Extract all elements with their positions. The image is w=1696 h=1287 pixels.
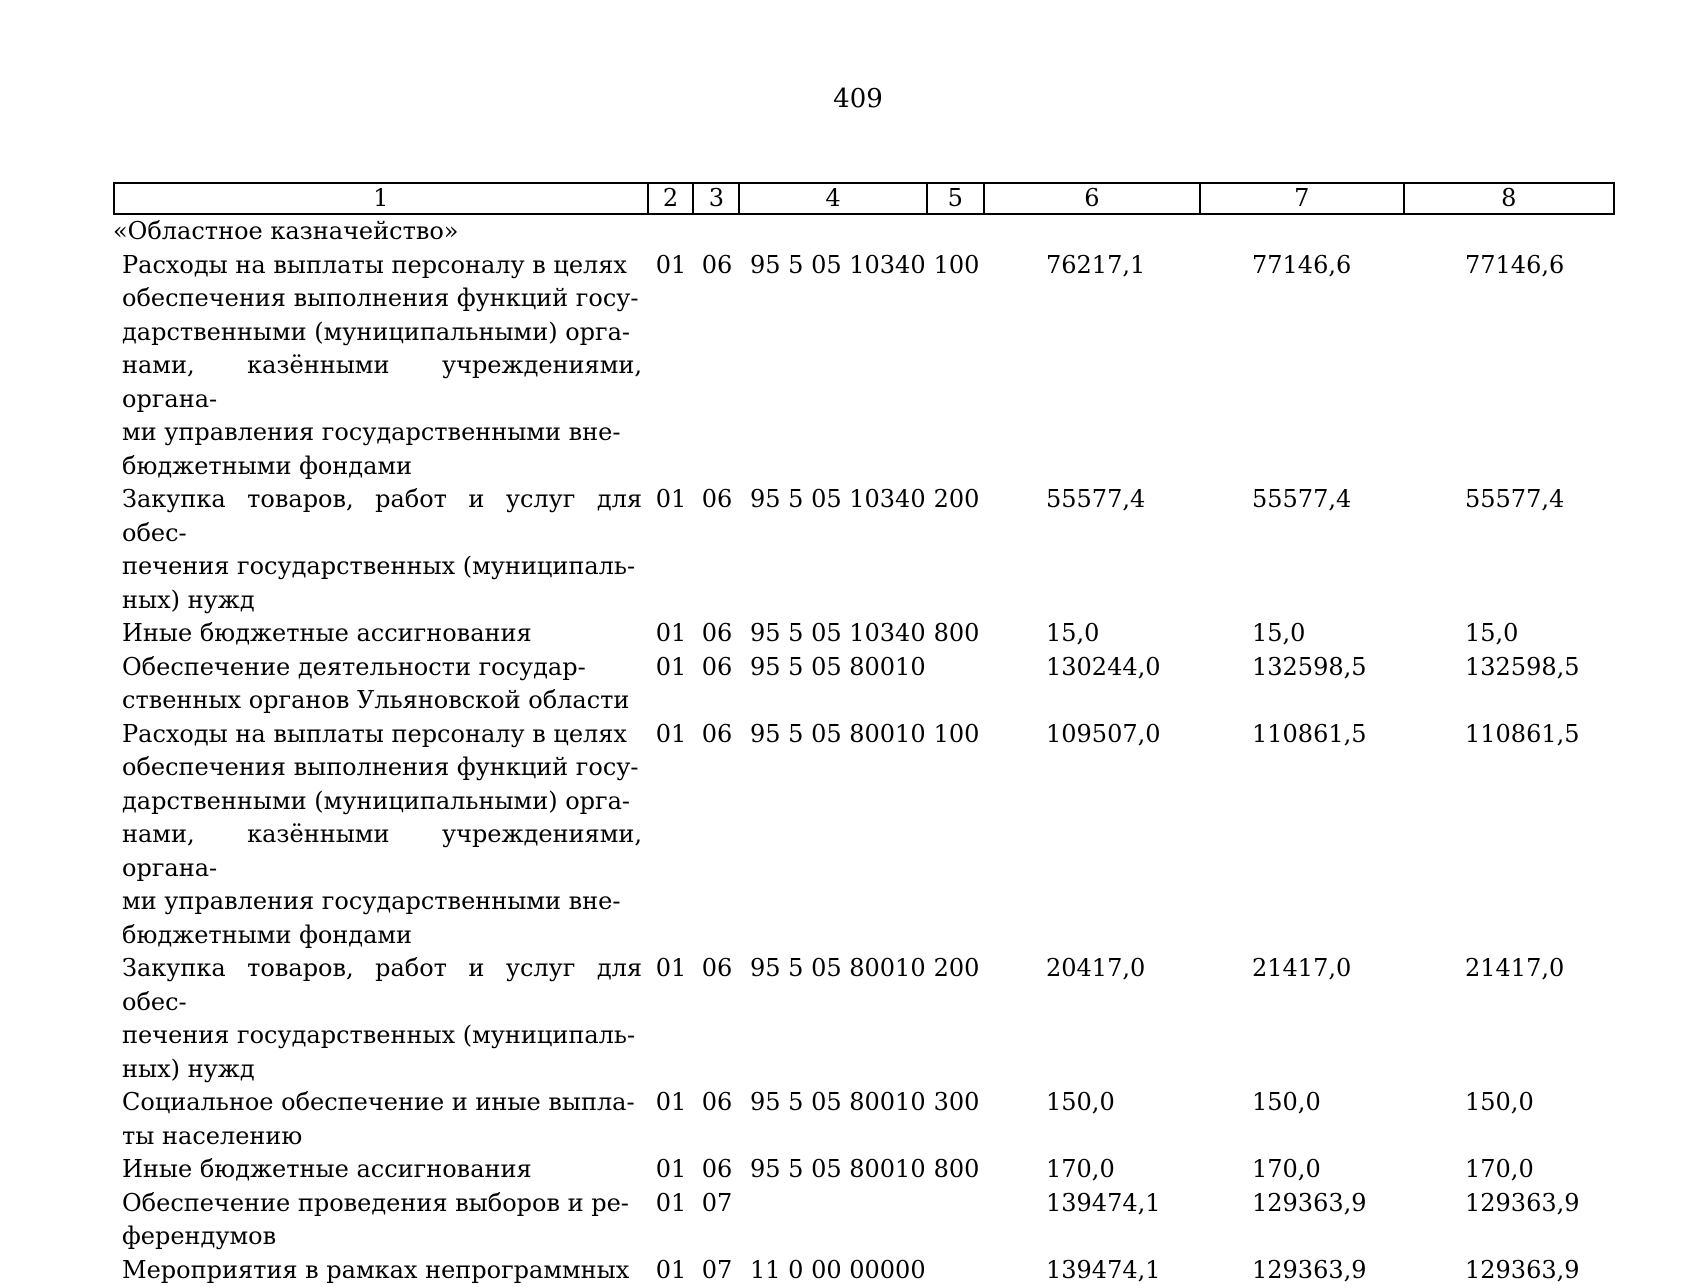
amount-col-8: 150,0 — [1406, 1086, 1615, 1153]
amount-col-7 — [1202, 215, 1406, 249]
expense-type-code: 800 — [928, 1153, 985, 1187]
description-line: Иные бюджетные ассигнования — [122, 617, 642, 651]
description-line: печения государственных (муниципаль- — [122, 550, 642, 584]
amount-col-6: 170,0 — [985, 1153, 1202, 1187]
table-row — [113, 952, 1615, 1086]
amount-col-8: 15,0 — [1406, 617, 1615, 651]
amount-col-6: 139474,1 — [985, 1254, 1202, 1287]
subsection-code: 06 — [694, 718, 740, 953]
section-code: 01 — [648, 718, 694, 953]
description-line: Обеспечение проведения выборов и ре- — [122, 1187, 642, 1221]
expense-type-code — [928, 1187, 985, 1254]
header-col-6: 6 — [985, 184, 1201, 213]
section-code: 01 — [648, 1187, 694, 1254]
description-line: Закупка товаров, работ и услуг для обес- — [122, 483, 642, 550]
amount-col-6: 76217,1 — [985, 249, 1202, 484]
amount-col-7: 110861,5 — [1202, 718, 1406, 953]
subsection-code — [694, 215, 740, 249]
table-row — [113, 617, 1615, 651]
description-line: ми управления государственными вне- — [122, 885, 642, 919]
row-description — [113, 651, 648, 718]
section-code: 01 — [648, 651, 694, 718]
description-line: дарственными (муниципальными) орга- — [122, 785, 642, 819]
amount-col-8: 21417,0 — [1406, 952, 1615, 1086]
amount-col-7: 15,0 — [1202, 617, 1406, 651]
description-line: Социальное обеспечение и иные выпла- — [122, 1086, 642, 1120]
description-line: обеспечения выполнения функций госу- — [122, 282, 642, 316]
target-article-code: 95 5 05 80010 — [740, 1153, 928, 1187]
expense-type-code: 100 — [928, 249, 985, 484]
section-code: 01 — [648, 1153, 694, 1187]
target-article-code: 95 5 05 10340 — [740, 249, 928, 484]
table-row — [113, 483, 1615, 617]
amount-col-7: 132598,5 — [1202, 651, 1406, 718]
section-code: 01 — [648, 617, 694, 651]
subsection-code: 07 — [694, 1187, 740, 1254]
amount-col-7: 77146,6 — [1202, 249, 1406, 484]
table-row — [113, 718, 1615, 953]
table-row — [113, 1254, 1615, 1287]
header-col-8: 8 — [1405, 184, 1613, 213]
row-description — [113, 718, 648, 953]
target-article-code: 11 0 00 00000 — [740, 1254, 928, 1287]
table-row — [113, 215, 1615, 249]
target-article-code — [740, 1187, 928, 1254]
amount-col-6: 150,0 — [985, 1086, 1202, 1153]
description-line: бюджетными фондами — [122, 919, 642, 953]
description-line: бюджетными фондами — [122, 450, 642, 484]
description-line: ми управления государственными вне- — [122, 416, 642, 450]
description-line: ных) нужд — [122, 1053, 642, 1087]
amount-col-6: 139474,1 — [985, 1187, 1202, 1254]
table-body — [113, 215, 1615, 1287]
section-code: 01 — [648, 952, 694, 1086]
budget-table — [113, 182, 1615, 1287]
table-row — [113, 651, 1615, 718]
amount-col-8: 77146,6 — [1406, 249, 1615, 484]
row-description — [113, 1254, 648, 1287]
amount-col-8: 55577,4 — [1406, 483, 1615, 617]
subsection-code: 06 — [694, 1153, 740, 1187]
amount-col-7: 129363,9 — [1202, 1187, 1406, 1254]
section-code — [648, 215, 694, 249]
target-article-code — [740, 215, 928, 249]
amount-col-6: 20417,0 — [985, 952, 1202, 1086]
amount-col-8 — [1406, 215, 1615, 249]
expense-type-code: 200 — [928, 952, 985, 1086]
description-line: ты населению — [122, 1120, 642, 1154]
row-description — [113, 1086, 648, 1153]
description-line: Мероприятия в рамках непрограммных — [122, 1254, 642, 1287]
section-code: 01 — [648, 1086, 694, 1153]
amount-col-7: 55577,4 — [1202, 483, 1406, 617]
subsection-code: 06 — [694, 483, 740, 617]
description-line: Закупка товаров, работ и услуг для обес- — [122, 952, 642, 1019]
amount-col-8: 129363,9 — [1406, 1187, 1615, 1254]
section-code: 01 — [648, 249, 694, 484]
description-line: печения государственных (муниципаль- — [122, 1019, 642, 1053]
target-article-code: 95 5 05 80010 — [740, 952, 928, 1086]
expense-type-code — [928, 1254, 985, 1287]
target-article-code: 95 5 05 10340 — [740, 483, 928, 617]
table-header-row — [113, 182, 1615, 215]
amount-col-8: 170,0 — [1406, 1153, 1615, 1187]
amount-col-7: 150,0 — [1202, 1086, 1406, 1153]
description-line: Расходы на выплаты персоналу в целях — [122, 718, 642, 752]
header-col-5: 5 — [928, 184, 985, 213]
description-line: обеспечения выполнения функций госу- — [122, 751, 642, 785]
header-col-3: 3 — [694, 184, 740, 213]
subsection-code: 06 — [694, 651, 740, 718]
description-line: нами, казёнными учреждениями, органа- — [122, 818, 642, 885]
table-row — [113, 1086, 1615, 1153]
description-line: Иные бюджетные ассигнования — [122, 1153, 642, 1187]
row-description — [113, 483, 648, 617]
description-line: ных) нужд — [122, 584, 642, 618]
table-row — [113, 1187, 1615, 1254]
amount-col-6 — [985, 215, 1202, 249]
row-description — [113, 215, 648, 249]
subsection-code: 06 — [694, 617, 740, 651]
subsection-code: 06 — [694, 952, 740, 1086]
amount-col-6: 130244,0 — [985, 651, 1202, 718]
page-number: 409 — [0, 84, 1696, 114]
description-line: «Областное казначейство» — [113, 215, 642, 249]
description-line: Расходы на выплаты персоналу в целях — [122, 249, 642, 283]
header-col-4: 4 — [740, 184, 928, 213]
subsection-code: 07 — [694, 1254, 740, 1287]
description-line: нами, казёнными учреждениями, органа- — [122, 349, 642, 416]
target-article-code: 95 5 05 10340 — [740, 617, 928, 651]
header-col-2: 2 — [649, 184, 695, 213]
amount-col-6: 15,0 — [985, 617, 1202, 651]
row-description — [113, 952, 648, 1086]
target-article-code: 95 5 05 80010 — [740, 1086, 928, 1153]
amount-col-8: 129363,9 — [1406, 1254, 1615, 1287]
row-description — [113, 617, 648, 651]
expense-type-code — [928, 215, 985, 249]
amount-col-7: 21417,0 — [1202, 952, 1406, 1086]
expense-type-code: 100 — [928, 718, 985, 953]
expense-type-code: 300 — [928, 1086, 985, 1153]
header-col-1: 1 — [115, 184, 649, 213]
section-code: 01 — [648, 1254, 694, 1287]
header-col-7: 7 — [1201, 184, 1404, 213]
amount-col-7: 129363,9 — [1202, 1254, 1406, 1287]
subsection-code: 06 — [694, 1086, 740, 1153]
description-line: ферендумов — [122, 1220, 642, 1254]
expense-type-code: 200 — [928, 483, 985, 617]
amount-col-8: 110861,5 — [1406, 718, 1615, 953]
amount-col-8: 132598,5 — [1406, 651, 1615, 718]
row-description — [113, 1187, 648, 1254]
row-description — [113, 1153, 648, 1187]
amount-col-6: 109507,0 — [985, 718, 1202, 953]
row-description — [113, 249, 648, 484]
amount-col-7: 170,0 — [1202, 1153, 1406, 1187]
section-code: 01 — [648, 483, 694, 617]
description-line: ственных органов Ульяновской области — [122, 684, 642, 718]
target-article-code: 95 5 05 80010 — [740, 651, 928, 718]
expense-type-code: 800 — [928, 617, 985, 651]
amount-col-6: 55577,4 — [985, 483, 1202, 617]
expense-type-code — [928, 651, 985, 718]
table-row — [113, 249, 1615, 484]
target-article-code: 95 5 05 80010 — [740, 718, 928, 953]
table-row — [113, 1153, 1615, 1187]
description-line: дарственными (муниципальными) орга- — [122, 316, 642, 350]
description-line: Обеспечение деятельности государ- — [122, 651, 642, 685]
subsection-code: 06 — [694, 249, 740, 484]
